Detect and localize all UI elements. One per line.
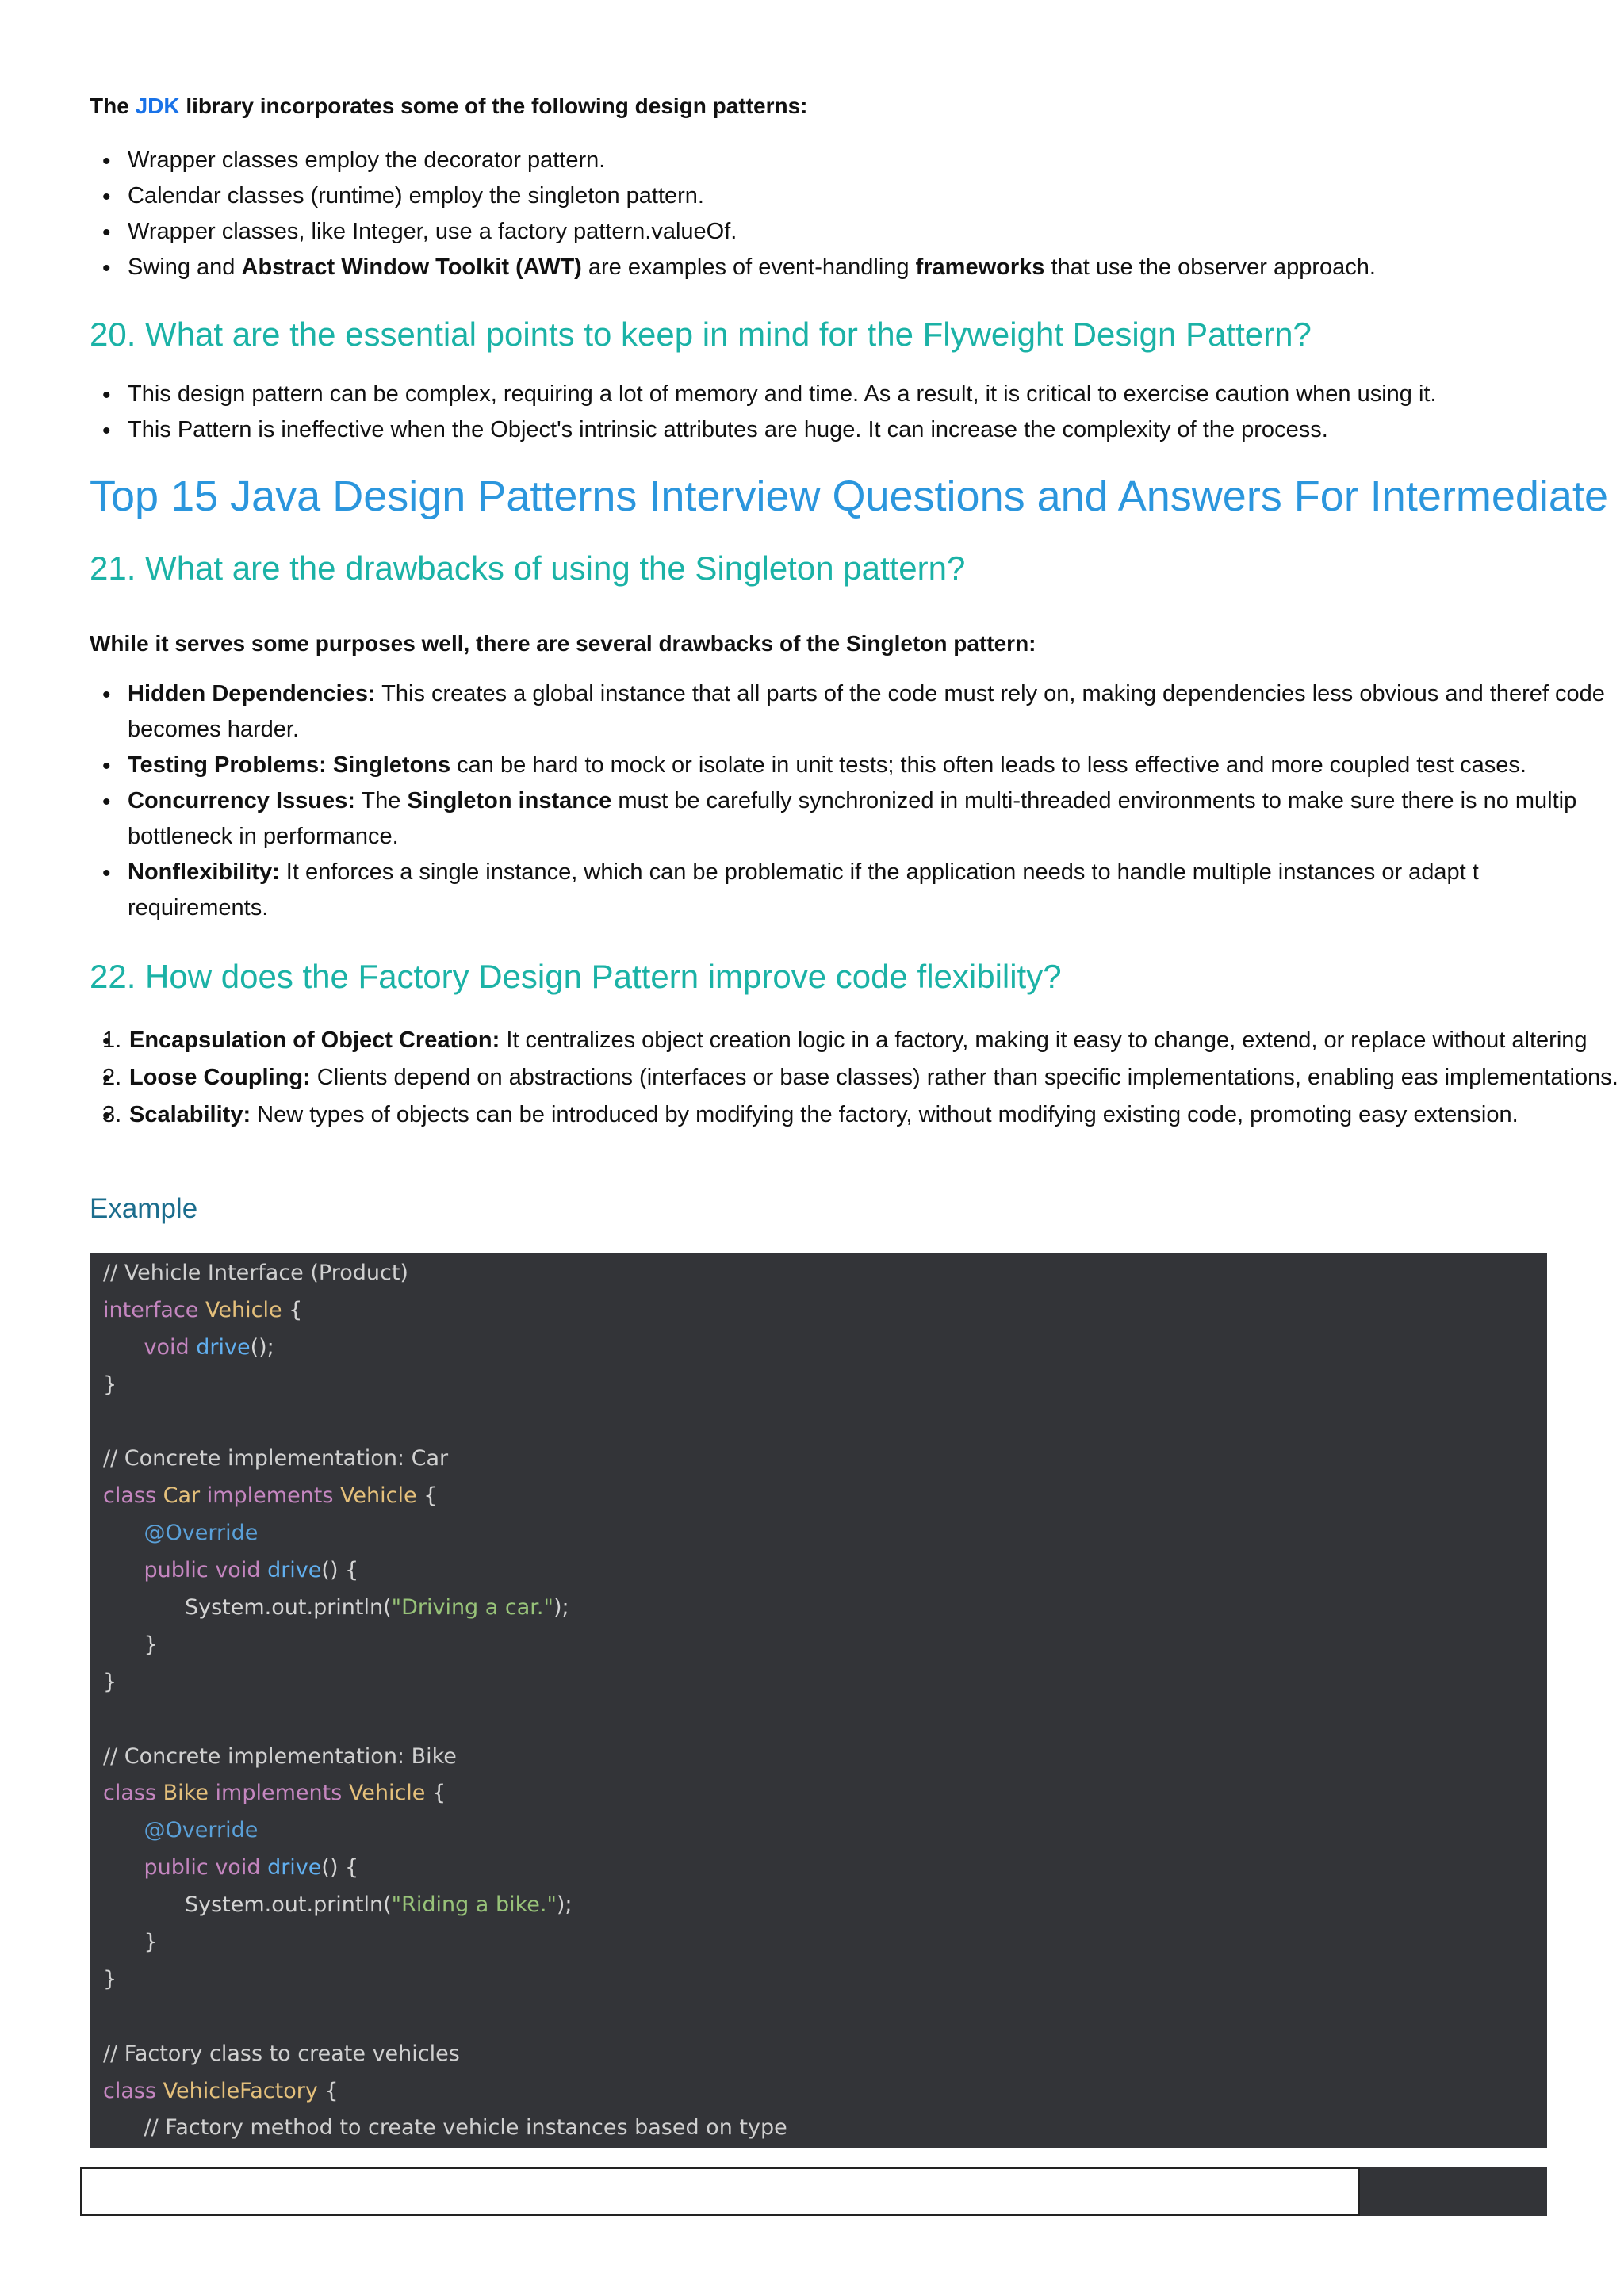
list-item: • Calendar classes (runtime) employ the singleton pattern. xyxy=(90,178,1624,214)
code-text: () { xyxy=(321,1558,359,1583)
list-item xyxy=(90,748,1624,783)
code-line: // Concrete implementation: Bike xyxy=(103,1743,457,1769)
code-line: // Concrete implementation: Car xyxy=(103,1446,449,1471)
intro-suffix: library incorporates some of the following design patterns: xyxy=(179,94,808,118)
keyword: class xyxy=(103,2078,157,2103)
annotation: @Override xyxy=(144,1818,259,1843)
method-name: drive xyxy=(267,1855,322,1881)
code-line xyxy=(90,1292,1547,1330)
code-line xyxy=(90,1850,1547,1887)
list-item: • Wrapper classes, like Integer, use a factory pattern.valueOf. xyxy=(90,214,1624,250)
string-literal: "Riding a bike." xyxy=(391,1892,557,1918)
item-label: Concurrency Issues: xyxy=(128,788,355,813)
q22-list xyxy=(90,1022,1624,1134)
q20-list xyxy=(90,377,1624,448)
item-number: • 1. xyxy=(102,1027,122,1053)
jdk-intro xyxy=(90,94,807,119)
type-name: VehicleFactory xyxy=(163,2078,318,2103)
list-item: • This Pattern is ineffective when the Object's intrinsic attributes are huge. It can increase the complexity of the process. xyxy=(90,412,1624,448)
code-line xyxy=(90,1590,1547,1627)
q21-drawbacks-list xyxy=(90,676,1624,926)
item-label: Scalability: xyxy=(129,1102,251,1127)
keyword: void xyxy=(144,1334,190,1360)
list-item xyxy=(90,250,1624,285)
annotation: @Override xyxy=(144,1521,259,1546)
code-text: () { xyxy=(321,1855,359,1881)
type-name: Car xyxy=(163,1483,201,1509)
keyword: implements xyxy=(206,1483,334,1509)
code-line xyxy=(90,1627,1547,1664)
list-item xyxy=(90,855,1624,926)
type-name: Vehicle xyxy=(205,1297,282,1322)
list-item xyxy=(90,1022,1624,1059)
jdk-link[interactable]: JDK xyxy=(135,94,180,118)
intro-prefix: The xyxy=(90,94,136,118)
q20-heading: 20. What are the essential points to keep in mind for the Flyweight Design Pattern? xyxy=(90,316,1312,353)
code-line xyxy=(90,1552,1547,1590)
code-text: } xyxy=(144,1930,158,1955)
list-item xyxy=(90,783,1624,855)
list-item: • This design pattern can be complex, requiring a lot of memory and time. As a result, it is critical to exercise caution when using it. xyxy=(90,377,1624,412)
code-line: } xyxy=(103,1372,117,1397)
code-line xyxy=(90,1887,1547,1924)
q21-heading: 21. What are the drawbacks of using the Singleton pattern? xyxy=(90,549,966,587)
string-literal: "Driving a car." xyxy=(391,1595,553,1621)
item-label: Nonflexibility: xyxy=(128,859,280,885)
code-line: } xyxy=(103,1966,117,1992)
item-label: Loose Coupling: xyxy=(129,1065,311,1090)
q22-heading: 22. How does the Factory Design Pattern improve code flexibility? xyxy=(90,958,1062,995)
example-heading: Example xyxy=(90,1193,198,1224)
item-label: Singleton instance xyxy=(407,788,612,813)
code-line xyxy=(90,1701,1547,1739)
item-text: New types of objects can be introduced by modifying the factory, without modifying existing code, promoting easy extension. xyxy=(251,1102,1519,1127)
code-line xyxy=(90,1775,1547,1812)
footer-bar xyxy=(80,2167,1360,2216)
item-text: The xyxy=(354,788,408,813)
item-text: can be hard to mock or isolate in unit tests; this often leads to less effective and more coupled test cases. xyxy=(450,752,1526,778)
code-line xyxy=(90,2110,1547,2147)
q21-lead: While it serves some purposes well, there are several drawbacks of the Singleton pattern: xyxy=(90,631,1036,656)
code-text: { xyxy=(317,2078,339,2103)
item-bold: frameworks xyxy=(915,254,1045,280)
item-label: Testing Problems: Singletons xyxy=(128,752,451,778)
keyword: class xyxy=(103,1781,157,1806)
item-text: It centralizes object creation logic in a factory, making it easy to change, extend, or replace without altering xyxy=(500,1027,1588,1053)
item-number: • 3. xyxy=(102,1102,122,1127)
code-line xyxy=(90,1515,1547,1552)
method-name: drive xyxy=(267,1558,322,1583)
code-text: System.out.println( xyxy=(185,1892,392,1918)
list-item xyxy=(90,676,1624,748)
code-text: { xyxy=(425,1781,446,1806)
code-text: ); xyxy=(556,1892,573,1918)
footer-block xyxy=(1360,2167,1547,2216)
code-line: // Vehicle Interface (Product) xyxy=(103,1261,408,1285)
list-item xyxy=(90,1059,1624,1096)
item-text: that use the observer approach. xyxy=(1044,254,1376,280)
code-text: { xyxy=(416,1483,438,1509)
item-text: Swing and xyxy=(128,254,242,280)
keyword: implements xyxy=(215,1781,343,1806)
keyword: class xyxy=(103,1483,157,1509)
code-line xyxy=(90,1812,1547,1850)
keyword: public void xyxy=(144,1855,261,1881)
code-text: ); xyxy=(553,1595,569,1621)
jdk-patterns-list xyxy=(90,143,1624,285)
keyword: interface xyxy=(103,1297,199,1322)
type-name: Vehicle xyxy=(340,1483,417,1509)
item-text: are examples of event-handling xyxy=(581,254,916,280)
code-text: (); xyxy=(250,1334,274,1360)
list-item: • Wrapper classes employ the decorator pattern. xyxy=(90,143,1624,178)
item-number: • 2. xyxy=(102,1065,122,1090)
code-line xyxy=(90,1478,1547,1515)
code-line xyxy=(90,1924,1547,1961)
section-title: Top 15 Java Design Patterns Interview Questions and Answers For Intermediate xyxy=(90,473,1608,520)
code-text: System.out.println( xyxy=(185,1595,392,1621)
list-item xyxy=(90,1096,1624,1134)
code-line xyxy=(90,2073,1547,2110)
code-text: { xyxy=(282,1297,303,1322)
keyword: public void xyxy=(144,1558,261,1583)
code-text: } xyxy=(144,1632,158,1657)
code-line xyxy=(90,1404,1547,1441)
item-text: This creates a global instance that all parts of the code must rely on, making dependencies less obvious and theref code becomes harder. xyxy=(128,681,1605,742)
code-line: } xyxy=(103,1669,117,1694)
method-name: drive xyxy=(196,1334,251,1360)
code-comment: // Factory method to create vehicle instances based on type xyxy=(144,2115,787,2141)
code-line xyxy=(90,1330,1547,1367)
item-text: Clients depend on abstractions (interfaces or base classes) rather than specific implementations, enabling eas implementations. xyxy=(310,1065,1618,1090)
code-line xyxy=(90,1999,1547,2036)
item-text: must be carefully synchronized in multi-threaded environments to make sure there is no multip bottleneck in performance. xyxy=(128,788,1577,849)
item-label: Hidden Dependencies: xyxy=(128,681,376,706)
item-label: Encapsulation of Object Creation: xyxy=(129,1027,500,1053)
item-text: It enforces a single instance, which can be problematic if the application needs to handle multiple instances or adapt t requirements. xyxy=(128,859,1479,920)
item-bold: Abstract Window Toolkit (AWT) xyxy=(241,254,582,280)
type-name: Bike xyxy=(163,1781,209,1806)
type-name: Vehicle xyxy=(348,1781,426,1806)
code-block xyxy=(90,1253,1547,2148)
code-line: // Factory class to create vehicles xyxy=(103,2041,460,2066)
